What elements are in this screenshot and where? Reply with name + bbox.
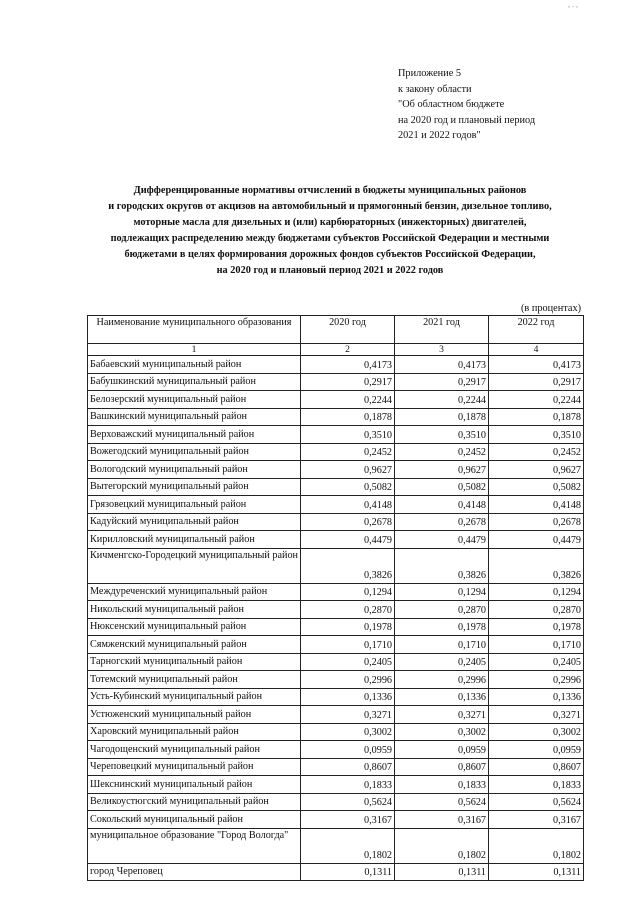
row-value-2021: 0,2244 [395,391,489,409]
table-row [88,408,584,426]
table-row [88,496,584,514]
row-value-2022: 0,1978 [489,618,584,636]
row-value-2022: 0,8607 [489,758,584,776]
table-row [88,863,584,881]
row-value-2021: 0,1294 [395,583,489,601]
title-line: на 2020 год и плановый период 2021 и 2022 годов [216,265,444,277]
row-value-2021: 0,5082 [395,478,489,496]
row-value-2020: 0,5082 [301,478,395,496]
row-value-2020: 0,2452 [301,443,395,461]
row-value-2022: 0,3826 [489,548,584,583]
row-value-2021: 0,3271 [395,706,489,724]
table-row [88,828,584,863]
table-row [88,531,584,549]
row-value-2022: 0,1311 [489,863,584,881]
row-value-2022: 0,1710 [489,636,584,654]
table-row [88,723,584,741]
row-value-2021: 0,3167 [395,811,489,829]
row-value-2020: 0,4148 [301,496,395,514]
row-value-2021: 0,2996 [395,671,489,689]
table-row [88,618,584,636]
row-value-2021: 0,0959 [395,741,489,759]
row-name: Бабаевский муниципальный район [88,356,301,374]
row-value-2022: 0,4148 [489,496,584,514]
row-name: Вашкинский муниципальный район [88,408,301,426]
row-value-2021: 0,5624 [395,793,489,811]
row-value-2020: 0,1978 [301,618,395,636]
row-name: Великоустюгский муниципальный район [88,793,301,811]
row-value-2022: 0,9627 [489,461,584,479]
table-row [88,758,584,776]
row-value-2020: 0,3826 [301,548,395,583]
column-number: 4 [489,344,584,356]
document-title [60,183,600,280]
table-row [88,601,584,619]
row-value-2021: 0,1710 [395,636,489,654]
row-name: Никольский муниципальный район [88,601,301,619]
row-name: Тотемский муниципальный район [88,671,301,689]
table-row [88,688,584,706]
row-name: Сямженский муниципальный район [88,636,301,654]
row-value-2020: 0,2870 [301,601,395,619]
norms-table [87,315,584,881]
row-value-2021: 0,2452 [395,443,489,461]
row-value-2022: 0,4173 [489,356,584,374]
row-value-2021: 0,3510 [395,426,489,444]
row-name: Чагодощенский муниципальный район [88,741,301,759]
row-value-2022: 0,1294 [489,583,584,601]
row-name: Кирилловский муниципальный район [88,531,301,549]
row-name: город Череповец [88,863,301,881]
row-value-2021: 0,1833 [395,776,489,794]
row-value-2021: 0,1336 [395,688,489,706]
row-name: Вожегодский муниципальный район [88,443,301,461]
row-value-2021: 0,8607 [395,758,489,776]
table-row [88,426,584,444]
row-name: Тарногский муниципальный район [88,653,301,671]
column-number: 1 [88,344,301,356]
row-value-2022: 0,5082 [489,478,584,496]
table-row [88,636,584,654]
row-value-2020: 0,1336 [301,688,395,706]
row-value-2021: 0,3826 [395,548,489,583]
row-value-2020: 0,2678 [301,513,395,531]
row-value-2021: 0,4479 [395,531,489,549]
table-header-row [88,316,584,344]
table-row [88,811,584,829]
row-value-2020: 0,4479 [301,531,395,549]
row-name: Бабушкинский муниципальный район [88,373,301,391]
row-name: Кадуйский муниципальный район [88,513,301,531]
row-value-2022: 0,3167 [489,811,584,829]
appendix-line: 2021 и 2022 годов" [398,130,481,142]
appendix-line: Приложение 5 [398,68,461,79]
row-value-2022: 0,5624 [489,793,584,811]
column-number: 3 [395,344,489,356]
row-value-2021: 0,2678 [395,513,489,531]
units-note: (в процентах) [521,303,582,314]
row-value-2021: 0,4148 [395,496,489,514]
row-value-2021: 0,2870 [395,601,489,619]
title-line: Дифференцированные нормативы отчислений в бюджеты муниципальных районов [133,185,527,196]
row-value-2022: 0,1878 [489,408,584,426]
row-name: Шекснинский муниципальный район [88,776,301,794]
row-name: Верховажский муниципальный район [88,426,301,444]
row-name: Харовский муниципальный район [88,723,301,741]
row-value-2021: 0,1978 [395,618,489,636]
header-2021: 2021 год [395,316,489,344]
row-name: Кичменгско-Городецкий муниципальный район [88,548,301,583]
table-row [88,373,584,391]
row-name: Сокольский муниципальный район [88,811,301,829]
header-2020: 2020 год [301,316,395,344]
row-value-2020: 0,3002 [301,723,395,741]
table-row [88,548,584,583]
row-value-2021: 0,1878 [395,408,489,426]
row-value-2022: 0,1802 [489,828,584,863]
row-value-2020: 0,3271 [301,706,395,724]
appendix-line: к закону области [398,83,472,95]
appendix-line: на 2020 год и плановый период [398,114,536,126]
table-row [88,653,584,671]
table-row [88,706,584,724]
row-value-2022: 0,1336 [489,688,584,706]
title-line: подлежащих распределению между бюджетами субъектов Российской Федерации и местными [110,233,550,245]
row-value-2021: 0,1311 [395,863,489,881]
row-value-2022: 0,0959 [489,741,584,759]
table-row [88,671,584,689]
row-name: муниципальное образование "Город Вологда" [88,828,301,863]
row-value-2022: 0,3002 [489,723,584,741]
row-name: Нюксенский муниципальный район [88,618,301,636]
table-row [88,478,584,496]
row-value-2020: 0,3510 [301,426,395,444]
row-name: Междуреченский муниципальный район [88,583,301,601]
row-value-2022: 0,1833 [489,776,584,794]
table-row [88,391,584,409]
row-name: Вытегорский муниципальный район [88,478,301,496]
row-value-2020: 0,1710 [301,636,395,654]
column-number-row [88,344,584,356]
row-value-2020: 0,2405 [301,653,395,671]
row-value-2022: 0,2452 [489,443,584,461]
row-name: Грязовецкий муниципальный район [88,496,301,514]
row-value-2022: 0,3271 [489,706,584,724]
table-row [88,513,584,531]
table-row [88,741,584,759]
table-row [88,356,584,374]
row-value-2020: 0,1802 [301,828,395,863]
title-line: бюджетами в целях формирования дорожных фондов субъектов Российской Федерации, [124,249,536,261]
scan-mark: , . , [568,0,578,9]
row-value-2020: 0,1833 [301,776,395,794]
table-body [88,356,584,881]
row-name: Вологодский муниципальный район [88,461,301,479]
row-name: Череповецкий муниципальный район [88,758,301,776]
row-value-2021: 0,1802 [395,828,489,863]
table-row [88,583,584,601]
appendix-block [398,66,618,144]
header-2022: 2022 год [489,316,584,344]
row-name: Белозерский муниципальный район [88,391,301,409]
row-value-2022: 0,2996 [489,671,584,689]
row-value-2020: 0,5624 [301,793,395,811]
table-row [88,793,584,811]
row-value-2021: 0,9627 [395,461,489,479]
table-row [88,776,584,794]
title-line: моторные масла для дизельных и (или) карбюраторных (инжекторных) двигателей, [133,217,527,229]
row-value-2022: 0,2244 [489,391,584,409]
row-value-2022: 0,2870 [489,601,584,619]
row-value-2020: 0,8607 [301,758,395,776]
row-value-2021: 0,3002 [395,723,489,741]
header-name: Наименование муниципального образования [88,316,301,344]
table-row [88,461,584,479]
row-value-2020: 0,2244 [301,391,395,409]
row-value-2021: 0,2917 [395,373,489,391]
row-value-2020: 0,9627 [301,461,395,479]
row-value-2021: 0,4173 [395,356,489,374]
row-value-2022: 0,2405 [489,653,584,671]
row-value-2020: 0,1878 [301,408,395,426]
title-line: и городских округов от акцизов на автомобильный и прямогонный бензин, дизельное топливо, [108,201,552,213]
row-value-2020: 0,3167 [301,811,395,829]
row-value-2022: 0,2917 [489,373,584,391]
row-value-2021: 0,2405 [395,653,489,671]
row-value-2022: 0,4479 [489,531,584,549]
appendix-line: "Об областном бюджете [398,99,505,111]
row-name: Устюженский муниципальный район [88,706,301,724]
row-value-2020: 0,1311 [301,863,395,881]
row-value-2020: 0,4173 [301,356,395,374]
row-value-2020: 0,1294 [301,583,395,601]
row-value-2020: 0,2917 [301,373,395,391]
row-value-2022: 0,2678 [489,513,584,531]
column-number: 2 [301,344,395,356]
row-value-2022: 0,3510 [489,426,584,444]
row-name: Усть-Кубинский муниципальный район [88,688,301,706]
row-value-2020: 0,2996 [301,671,395,689]
table-row [88,443,584,461]
row-value-2020: 0,0959 [301,741,395,759]
